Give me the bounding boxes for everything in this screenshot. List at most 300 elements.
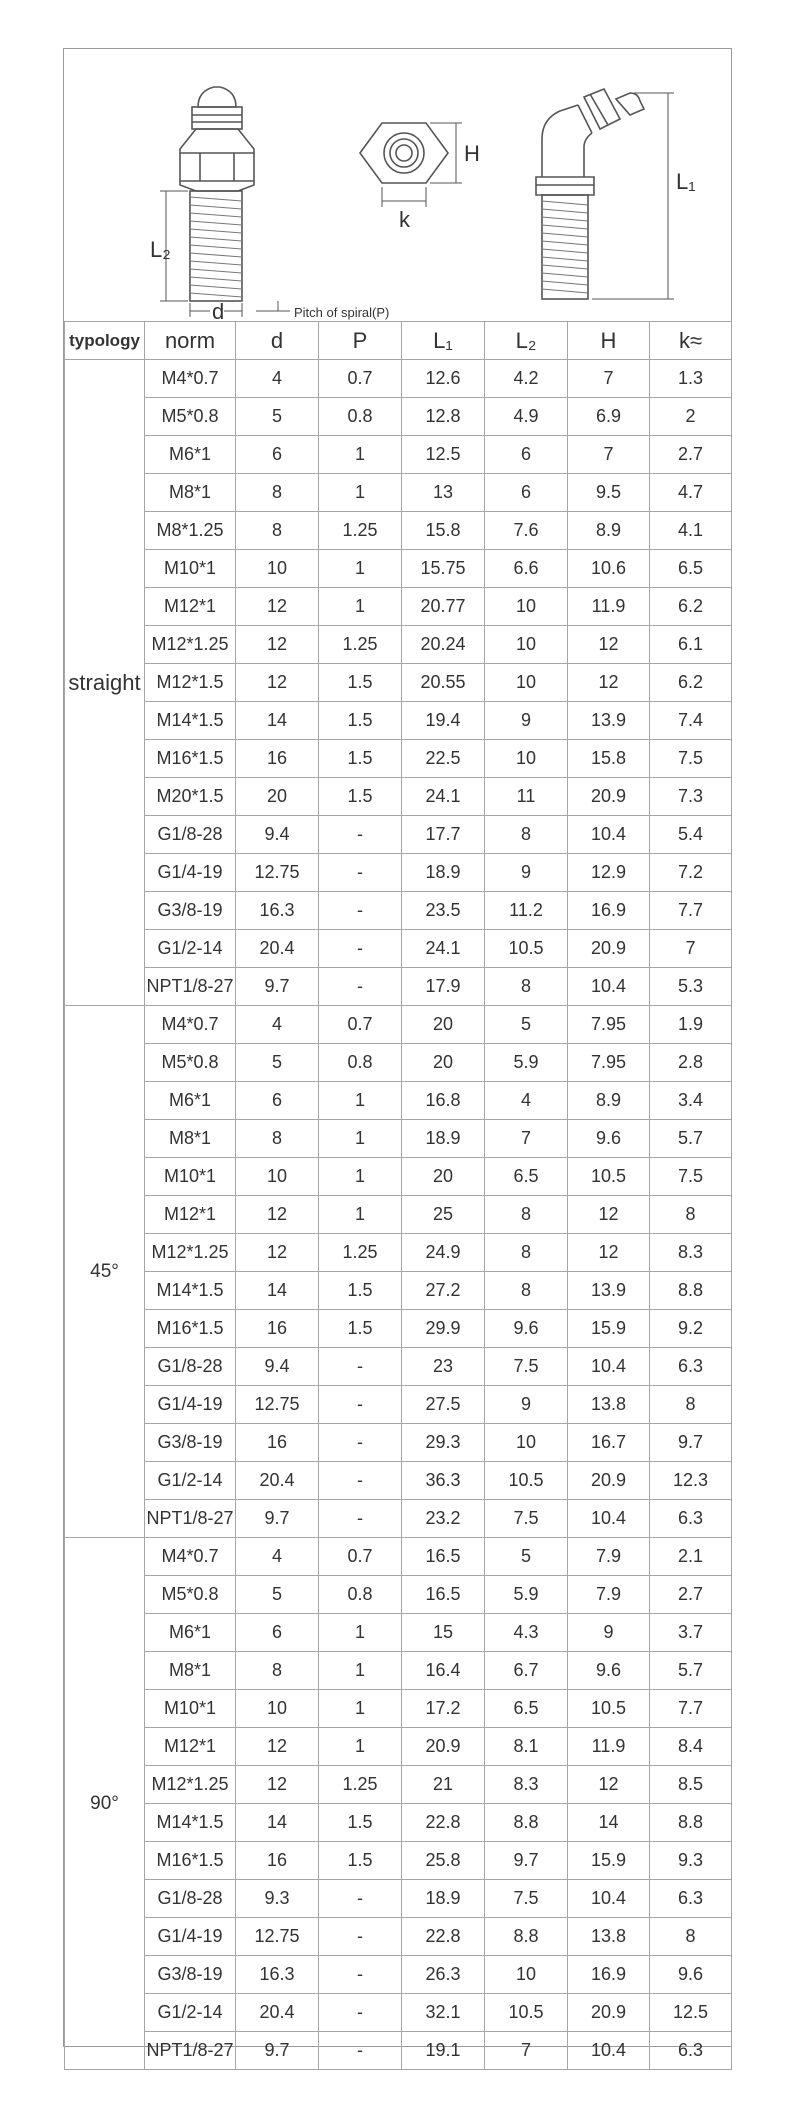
l2-cell: 6.5 — [485, 1690, 568, 1728]
k-cell: 7.4 — [650, 702, 732, 740]
p-cell: 1.5 — [319, 1272, 402, 1310]
h-cell: 10.6 — [568, 550, 650, 588]
l1-cell: 22.8 — [402, 1804, 485, 1842]
table-row — [65, 702, 732, 740]
norm-cell: NPT1/8-27 — [145, 968, 236, 1006]
table-row — [65, 1804, 732, 1842]
norm-cell: M5*0.8 — [145, 1576, 236, 1614]
d-cell: 9.7 — [236, 968, 319, 1006]
h-cell: 10.4 — [568, 1500, 650, 1538]
table-row — [65, 1576, 732, 1614]
l1-cell: 20.24 — [402, 626, 485, 664]
l2-cell: 8.1 — [485, 1728, 568, 1766]
p-cell: 1.5 — [319, 1804, 402, 1842]
p-cell: - — [319, 892, 402, 930]
p-cell: - — [319, 1918, 402, 1956]
l1-cell: 17.2 — [402, 1690, 485, 1728]
k-cell: 5.7 — [650, 1652, 732, 1690]
norm-cell: M14*1.5 — [145, 1272, 236, 1310]
norm-cell: M12*1 — [145, 588, 236, 626]
norm-cell: G1/4-19 — [145, 1386, 236, 1424]
l2-cell: 6.7 — [485, 1652, 568, 1690]
h-cell: 12 — [568, 626, 650, 664]
k-cell: 6.3 — [650, 2032, 732, 2070]
l2-cell: 7.5 — [485, 1348, 568, 1386]
norm-cell: G1/4-19 — [145, 854, 236, 892]
table-row — [65, 892, 732, 930]
k-cell: 6.2 — [650, 664, 732, 702]
p-cell: - — [319, 854, 402, 892]
typology-cell: 90° — [65, 1538, 145, 2070]
hex-top-view-drawing — [360, 123, 462, 207]
p-cell: - — [319, 2032, 402, 2070]
l1-cell: 12.5 — [402, 436, 485, 474]
l1-cell: 32.1 — [402, 1994, 485, 2032]
h-cell: 8.9 — [568, 512, 650, 550]
p-cell: 1 — [319, 588, 402, 626]
k-cell: 4.1 — [650, 512, 732, 550]
table-row — [65, 778, 732, 816]
h-cell: 10.4 — [568, 816, 650, 854]
h-cell: 15.9 — [568, 1842, 650, 1880]
norm-cell: M5*0.8 — [145, 398, 236, 436]
l2-cell: 7.5 — [485, 1500, 568, 1538]
p-cell: 0.7 — [319, 1538, 402, 1576]
norm-cell: M12*1 — [145, 1196, 236, 1234]
table-row — [65, 588, 732, 626]
header-typology: typology — [65, 322, 145, 360]
l2-cell: 6 — [485, 474, 568, 512]
l1-cell: 29.9 — [402, 1310, 485, 1348]
table-row — [65, 1120, 732, 1158]
l2-cell: 8.3 — [485, 1766, 568, 1804]
l2-cell: 8 — [485, 1272, 568, 1310]
angled-fitting-drawing — [536, 89, 674, 299]
d-cell: 9.7 — [236, 1500, 319, 1538]
l2-cell: 10 — [485, 740, 568, 778]
p-cell: - — [319, 1994, 402, 2032]
norm-cell: M20*1.5 — [145, 778, 236, 816]
l1-cell: 17.9 — [402, 968, 485, 1006]
norm-cell: M4*0.7 — [145, 360, 236, 398]
norm-cell: M4*0.7 — [145, 1006, 236, 1044]
l2-cell: 10.5 — [485, 1994, 568, 2032]
norm-cell: M10*1 — [145, 1690, 236, 1728]
k-cell: 6.5 — [650, 550, 732, 588]
l2-cell: 10 — [485, 1424, 568, 1462]
l2-cell: 11.2 — [485, 892, 568, 930]
d-cell: 12 — [236, 588, 319, 626]
header-l2: L₂ — [485, 322, 568, 360]
k-cell: 2.1 — [650, 1538, 732, 1576]
k-cell: 5.3 — [650, 968, 732, 1006]
l1-cell: 27.5 — [402, 1386, 485, 1424]
h-cell: 11.9 — [568, 1728, 650, 1766]
h-cell: 10.5 — [568, 1690, 650, 1728]
l1-cell: 19.1 — [402, 2032, 485, 2070]
l1-cell: 26.3 — [402, 1956, 485, 1994]
d-cell: 5 — [236, 1576, 319, 1614]
l1-cell: 27.2 — [402, 1272, 485, 1310]
l1-cell: 16.8 — [402, 1082, 485, 1120]
table-row — [65, 1348, 732, 1386]
straight-fitting-drawing — [160, 87, 290, 317]
l2-cell: 8 — [485, 1196, 568, 1234]
p-cell: 1.5 — [319, 1310, 402, 1348]
l2-cell: 9 — [485, 1386, 568, 1424]
table-row — [65, 512, 732, 550]
p-cell: 1 — [319, 1728, 402, 1766]
p-cell: 1.5 — [319, 778, 402, 816]
d-cell: 16.3 — [236, 1956, 319, 1994]
p-cell: 1.5 — [319, 1842, 402, 1880]
d-cell: 9.4 — [236, 816, 319, 854]
h-cell: 20.9 — [568, 1994, 650, 2032]
k-cell: 3.7 — [650, 1614, 732, 1652]
d-cell: 8 — [236, 1120, 319, 1158]
h-cell: 20.9 — [568, 778, 650, 816]
l1-cell: 22.8 — [402, 1918, 485, 1956]
d-cell: 8 — [236, 474, 319, 512]
l1-cell: 15.75 — [402, 550, 485, 588]
h-cell: 9 — [568, 1614, 650, 1652]
k-cell: 2.7 — [650, 436, 732, 474]
l1-cell: 18.9 — [402, 1120, 485, 1158]
h-cell: 7.9 — [568, 1576, 650, 1614]
d-cell: 4 — [236, 1006, 319, 1044]
p-cell: 1 — [319, 1120, 402, 1158]
p-cell: 1 — [319, 1082, 402, 1120]
p-cell: - — [319, 1880, 402, 1918]
l2-cell: 7.5 — [485, 1880, 568, 1918]
l2-cell: 4 — [485, 1082, 568, 1120]
k-cell: 5.4 — [650, 816, 732, 854]
d-cell: 12 — [236, 1728, 319, 1766]
h-cell: 10.4 — [568, 1348, 650, 1386]
d-cell: 12 — [236, 1766, 319, 1804]
l2-cell: 8 — [485, 968, 568, 1006]
norm-cell: G1/8-28 — [145, 1880, 236, 1918]
l2-cell: 4.2 — [485, 360, 568, 398]
l2-cell: 6.6 — [485, 550, 568, 588]
norm-cell: M6*1 — [145, 1082, 236, 1120]
l2-cell: 6 — [485, 436, 568, 474]
h-cell: 12 — [568, 1196, 650, 1234]
d-cell: 12 — [236, 1234, 319, 1272]
table-row — [65, 1994, 732, 2032]
d-cell: 20.4 — [236, 1994, 319, 2032]
p-cell: 0.7 — [319, 1006, 402, 1044]
k-cell: 12.3 — [650, 1462, 732, 1500]
h-cell: 9.6 — [568, 1652, 650, 1690]
l1-cell: 20.55 — [402, 664, 485, 702]
h-cell: 20.9 — [568, 1462, 650, 1500]
table-row — [65, 1196, 732, 1234]
h-cell: 13.8 — [568, 1918, 650, 1956]
d-cell: 12.75 — [236, 1918, 319, 1956]
k-cell: 8.3 — [650, 1234, 732, 1272]
norm-cell: M10*1 — [145, 550, 236, 588]
d-cell: 9.3 — [236, 1880, 319, 1918]
l2-cell: 11 — [485, 778, 568, 816]
p-cell: - — [319, 1500, 402, 1538]
h-cell: 12.9 — [568, 854, 650, 892]
table-row — [65, 2032, 732, 2070]
table-row — [65, 1652, 732, 1690]
norm-cell: G1/8-28 — [145, 1348, 236, 1386]
l2-cell: 9.7 — [485, 1842, 568, 1880]
k-cell: 8.5 — [650, 1766, 732, 1804]
k-cell: 12.5 — [650, 1994, 732, 2032]
p-cell: 1 — [319, 1652, 402, 1690]
table-row — [65, 1272, 732, 1310]
header-p: P — [319, 322, 402, 360]
p-cell: 0.8 — [319, 398, 402, 436]
l1-cell: 16.5 — [402, 1538, 485, 1576]
d-cell: 10 — [236, 1690, 319, 1728]
l1-cell: 16.4 — [402, 1652, 485, 1690]
d-cell: 12 — [236, 664, 319, 702]
h-cell: 10.4 — [568, 1880, 650, 1918]
norm-cell: M6*1 — [145, 436, 236, 474]
h-cell: 13.9 — [568, 1272, 650, 1310]
spec-table-body — [65, 360, 732, 2070]
d-cell: 10 — [236, 550, 319, 588]
norm-cell: M8*1 — [145, 1120, 236, 1158]
l1-cell: 36.3 — [402, 1462, 485, 1500]
p-cell: 1 — [319, 550, 402, 588]
l2-cell: 9 — [485, 854, 568, 892]
norm-cell: G1/2-14 — [145, 930, 236, 968]
h-cell: 16.9 — [568, 1956, 650, 1994]
k-cell: 3.4 — [650, 1082, 732, 1120]
l1-cell: 23.2 — [402, 1500, 485, 1538]
norm-cell: M8*1 — [145, 1652, 236, 1690]
norm-cell: G3/8-19 — [145, 1956, 236, 1994]
table-row — [65, 1234, 732, 1272]
l2-cell: 10 — [485, 664, 568, 702]
k-cell: 7.5 — [650, 1158, 732, 1196]
d-cell: 12 — [236, 626, 319, 664]
l1-cell: 20 — [402, 1158, 485, 1196]
k-cell: 7.7 — [650, 892, 732, 930]
l1-cell: 18.9 — [402, 1880, 485, 1918]
h-cell: 10.4 — [568, 2032, 650, 2070]
p-cell: 1 — [319, 1158, 402, 1196]
l2-cell: 10 — [485, 626, 568, 664]
d-cell: 9.4 — [236, 1348, 319, 1386]
norm-cell: M16*1.5 — [145, 1310, 236, 1348]
p-cell: 1 — [319, 1690, 402, 1728]
header-l1: L₁ — [402, 322, 485, 360]
p-cell: - — [319, 1424, 402, 1462]
table-row — [65, 1880, 732, 1918]
d-cell: 16 — [236, 1424, 319, 1462]
table-header-row — [65, 322, 732, 360]
p-cell: - — [319, 1462, 402, 1500]
h-cell: 13.8 — [568, 1386, 650, 1424]
table-row — [65, 1538, 732, 1576]
l1-cell: 12.8 — [402, 398, 485, 436]
l2-cell: 4.3 — [485, 1614, 568, 1652]
table-row — [65, 854, 732, 892]
l2-cell: 7 — [485, 2032, 568, 2070]
p-cell: 1.25 — [319, 512, 402, 550]
k-cell: 8 — [650, 1196, 732, 1234]
norm-cell: M16*1.5 — [145, 1842, 236, 1880]
k-cell: 6.3 — [650, 1500, 732, 1538]
d-cell: 8 — [236, 1652, 319, 1690]
l1-cell: 25.8 — [402, 1842, 485, 1880]
d-cell: 8 — [236, 512, 319, 550]
d-cell: 9.7 — [236, 2032, 319, 2070]
table-row — [65, 1462, 732, 1500]
l2-cell: 5 — [485, 1538, 568, 1576]
l1-cell: 15 — [402, 1614, 485, 1652]
k-cell: 7.3 — [650, 778, 732, 816]
l2-cell: 7.6 — [485, 512, 568, 550]
k-cell: 8 — [650, 1386, 732, 1424]
p-cell: 1.25 — [319, 1234, 402, 1272]
h-cell: 10.5 — [568, 1158, 650, 1196]
l1-cell: 19.4 — [402, 702, 485, 740]
l2-cell: 10 — [485, 1956, 568, 1994]
norm-cell: G3/8-19 — [145, 1424, 236, 1462]
l2-cell: 7 — [485, 1120, 568, 1158]
k-cell: 9.7 — [650, 1424, 732, 1462]
d-cell: 14 — [236, 1804, 319, 1842]
h-cell: 7 — [568, 360, 650, 398]
h-cell: 7.95 — [568, 1006, 650, 1044]
d-cell: 14 — [236, 1272, 319, 1310]
h-cell: 12 — [568, 1234, 650, 1272]
h-dimension-label: H — [464, 141, 480, 166]
d-cell: 6 — [236, 1082, 319, 1120]
p-cell: - — [319, 816, 402, 854]
d-cell: 12.75 — [236, 854, 319, 892]
k-cell: 8.4 — [650, 1728, 732, 1766]
table-row — [65, 1728, 732, 1766]
l2-cell: 5.9 — [485, 1576, 568, 1614]
h-cell: 7 — [568, 436, 650, 474]
d-cell: 16 — [236, 740, 319, 778]
h-cell: 9.5 — [568, 474, 650, 512]
norm-cell: M14*1.5 — [145, 702, 236, 740]
k-cell: 2.8 — [650, 1044, 732, 1082]
h-cell: 16.9 — [568, 892, 650, 930]
h-cell: 7.9 — [568, 1538, 650, 1576]
typology-cell: straight — [65, 360, 145, 1006]
norm-cell: M12*1.25 — [145, 626, 236, 664]
h-cell: 15.8 — [568, 740, 650, 778]
header-k: k≈ — [650, 322, 732, 360]
table-row — [65, 474, 732, 512]
table-row — [65, 1956, 732, 1994]
h-cell: 20.9 — [568, 930, 650, 968]
spec-table — [64, 321, 732, 2070]
p-cell: 1 — [319, 474, 402, 512]
l1-cell: 18.9 — [402, 854, 485, 892]
norm-cell: NPT1/8-27 — [145, 1500, 236, 1538]
p-cell: - — [319, 930, 402, 968]
l1-cell: 24.1 — [402, 778, 485, 816]
table-row — [65, 1842, 732, 1880]
d-cell: 16 — [236, 1310, 319, 1348]
k-cell: 7.7 — [650, 1690, 732, 1728]
p-cell: - — [319, 1348, 402, 1386]
d-cell: 16.3 — [236, 892, 319, 930]
l2-cell: 5 — [485, 1006, 568, 1044]
l2-cell: 10.5 — [485, 1462, 568, 1500]
norm-cell: M12*1.25 — [145, 1766, 236, 1804]
l1-cell: 20 — [402, 1044, 485, 1082]
h-cell: 9.6 — [568, 1120, 650, 1158]
l1-cell: 12.6 — [402, 360, 485, 398]
table-row — [65, 1424, 732, 1462]
d-cell: 6 — [236, 1614, 319, 1652]
l1-cell: 13 — [402, 474, 485, 512]
p-cell: 0.8 — [319, 1044, 402, 1082]
p-cell: - — [319, 968, 402, 1006]
d-cell: 4 — [236, 1538, 319, 1576]
d-cell: 12.75 — [236, 1386, 319, 1424]
l1-cell: 24.1 — [402, 930, 485, 968]
l2-cell: 8 — [485, 1234, 568, 1272]
k-cell: 9.6 — [650, 1956, 732, 1994]
table-row — [65, 436, 732, 474]
p-cell: - — [319, 1956, 402, 1994]
p-cell: - — [319, 1386, 402, 1424]
norm-cell: M12*1 — [145, 1728, 236, 1766]
table-row — [65, 1044, 732, 1082]
k-cell: 7.5 — [650, 740, 732, 778]
l1-cell: 20.77 — [402, 588, 485, 626]
l2-cell: 10 — [485, 588, 568, 626]
k-cell: 6.3 — [650, 1880, 732, 1918]
h-cell: 11.9 — [568, 588, 650, 626]
norm-cell: M16*1.5 — [145, 740, 236, 778]
p-cell: 1.25 — [319, 626, 402, 664]
norm-cell: M12*1.5 — [145, 664, 236, 702]
d-cell: 4 — [236, 360, 319, 398]
d-cell: 16 — [236, 1842, 319, 1880]
k-cell: 1.3 — [650, 360, 732, 398]
l1-cell: 15.8 — [402, 512, 485, 550]
norm-cell: M5*0.8 — [145, 1044, 236, 1082]
table-row — [65, 626, 732, 664]
d-cell: 14 — [236, 702, 319, 740]
norm-cell: M10*1 — [145, 1158, 236, 1196]
d-cell: 6 — [236, 436, 319, 474]
h-cell: 8.9 — [568, 1082, 650, 1120]
header-h: H — [568, 322, 650, 360]
norm-cell: G1/2-14 — [145, 1994, 236, 2032]
spec-sheet — [63, 48, 732, 2060]
l1-cell: 24.9 — [402, 1234, 485, 1272]
table-row — [65, 968, 732, 1006]
k-cell: 6.1 — [650, 626, 732, 664]
h-cell: 7.95 — [568, 1044, 650, 1082]
d-cell: 20 — [236, 778, 319, 816]
h-cell: 15.9 — [568, 1310, 650, 1348]
l2-cell: 8.8 — [485, 1804, 568, 1842]
norm-cell: M6*1 — [145, 1614, 236, 1652]
l1-cell: 16.5 — [402, 1576, 485, 1614]
p-cell: 1 — [319, 1614, 402, 1652]
table-row — [65, 1918, 732, 1956]
k-cell: 1.9 — [650, 1006, 732, 1044]
table-row — [65, 550, 732, 588]
